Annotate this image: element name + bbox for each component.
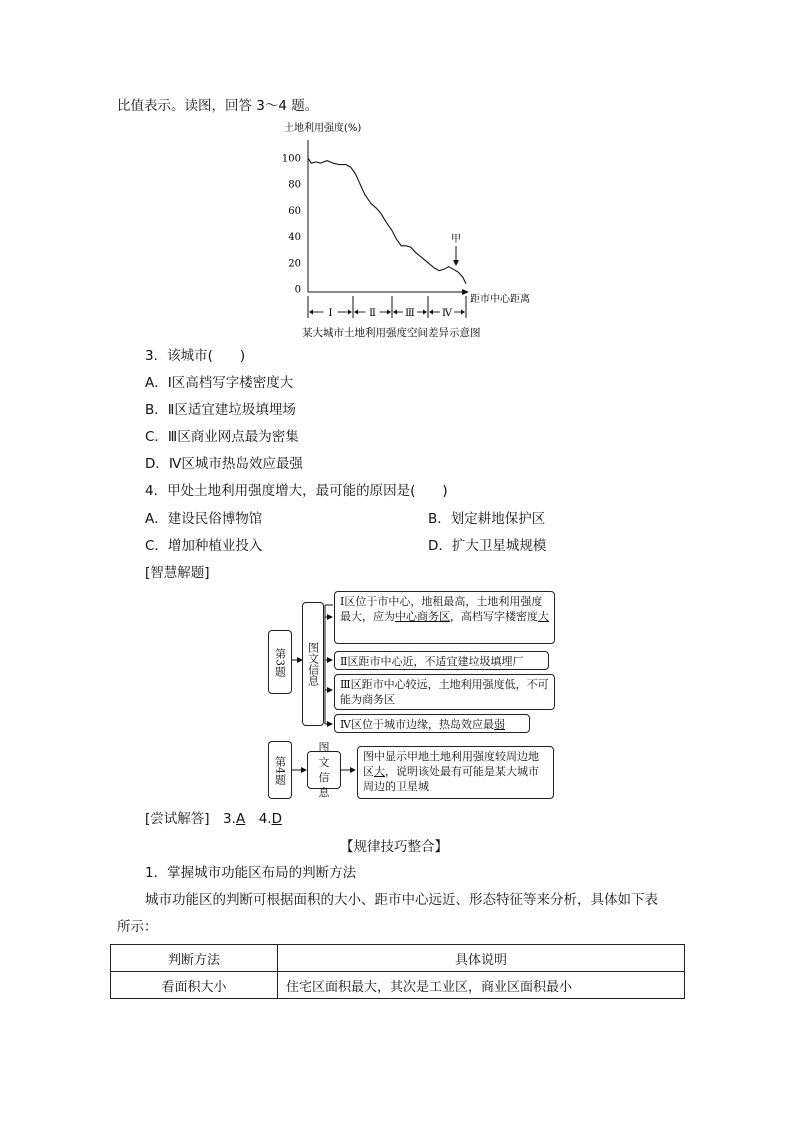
y-tick-label: 60 [288, 205, 301, 217]
x-axis-arrow [462, 289, 469, 295]
y-tick-label: 80 [288, 179, 301, 191]
table-header-row [111, 945, 685, 972]
table-cell-method: 看面积大小 [111, 972, 278, 999]
q3-option-a: A．Ⅰ区高档写字楼密度大 [145, 375, 294, 391]
zone-bracket-arrow [348, 310, 352, 315]
y-axis-ticks [282, 154, 301, 296]
zone-bracket-arrow [393, 310, 397, 315]
q3-stem: 3．该城市( ) [145, 348, 246, 364]
q4-option-a: A．建设民俗博物馆 [145, 511, 263, 527]
wisdom-heading: [智慧解题] [145, 565, 210, 581]
table-cell-detail: 住宅区面积最大，其次是工业区，商业区面积最小 [278, 972, 685, 999]
q3-option-c: C．Ⅲ区商业网点最为密集 [145, 429, 299, 445]
chart-caption: 某大城市土地利用强度空间差异示意图 [302, 327, 481, 339]
intensity-curve [308, 158, 466, 284]
y-tick-label: 20 [288, 258, 301, 270]
chart-xlabel: 距市中心距离 [470, 294, 530, 305]
y-tick-label: 100 [281, 153, 301, 165]
flow-box-zone4: Ⅳ区位于城市边缘，热岛效应最弱 [334, 714, 530, 733]
point-1-heading: 1．掌握城市功能区布局的判断方法 [145, 865, 357, 881]
chart-ylabel: 土地利用强度(%) [284, 123, 362, 134]
paragraph-line-2: 所示： [117, 919, 158, 935]
zone-label: Ⅳ [442, 308, 452, 319]
q3-option-d: D．Ⅳ区城市热岛效应最强 [145, 456, 303, 472]
zone-bracket-arrow [423, 310, 427, 315]
flow-q3-label: 第3题 [268, 630, 292, 694]
section-title: 【规律技巧整合】 [340, 839, 448, 855]
answer-line: [尝试解答] 3.A 4.D [145, 811, 282, 827]
zone-bracket-arrow [429, 310, 433, 315]
annotation-jia: 甲 [451, 234, 461, 245]
flow-box-zone3: Ⅲ区距市中心较远，土地利用强度低，不可能为商务区 [334, 674, 555, 710]
zone-label: Ⅰ [328, 308, 333, 319]
flow-box-zone1: Ⅰ区位于市中心，地租最高，土地利用强度最大，应为中心商务区，高档写字楼密度大 [334, 591, 555, 644]
intro-text: 比值表示。读图，回答 3～4 题。 [117, 98, 319, 114]
q4-option-b: B．划定耕地保护区 [428, 511, 546, 527]
flow-q4-label: 第4题 [268, 741, 292, 799]
annotation-arrowhead [453, 260, 459, 266]
table-header-method: 判断方法 [111, 945, 278, 972]
zone-bracket-arrow [309, 310, 313, 315]
y-tick-label: 40 [288, 232, 301, 244]
zone-bracket-arrow [461, 310, 465, 315]
zone-bracket-arrow [387, 310, 391, 315]
q4-option-c: C．增加种植业投入 [145, 538, 263, 554]
table-row [111, 972, 685, 999]
q3-option-b: B．Ⅱ区适宜建垃圾填埋场 [145, 402, 296, 418]
flow-info-label-q3: 图文信息 [302, 602, 324, 726]
y-tick-label: 0 [294, 284, 301, 296]
zone-label: Ⅱ [369, 308, 376, 319]
flow-info-label-q4: 图文信息 [307, 751, 341, 789]
zone-bracket-arrow [354, 310, 358, 315]
zone-brackets [308, 296, 466, 319]
table-header-detail: 具体说明 [278, 945, 685, 972]
flow-box-zone2: Ⅱ区距市中心近，不适宜建垃圾填埋厂 [334, 651, 549, 670]
judgement-method-table [110, 944, 685, 999]
land-use-intensity-chart [270, 118, 560, 343]
zone-label: Ⅲ [405, 308, 415, 319]
flow-box-q4: 图中显示甲地土地利用强度较周边地区大，说明该处最有可能是某大城市周边的卫星城 [357, 746, 554, 799]
paragraph-line-1: 城市功能区的判断可根据面积的大小、距市中心远近、形态特征等来分析，具体如下表 [145, 892, 658, 908]
q4-option-d: D．扩大卫星城规模 [428, 538, 547, 554]
q4-stem: 4．甲处土地利用强度增大，最可能的原因是( ) [145, 483, 448, 499]
